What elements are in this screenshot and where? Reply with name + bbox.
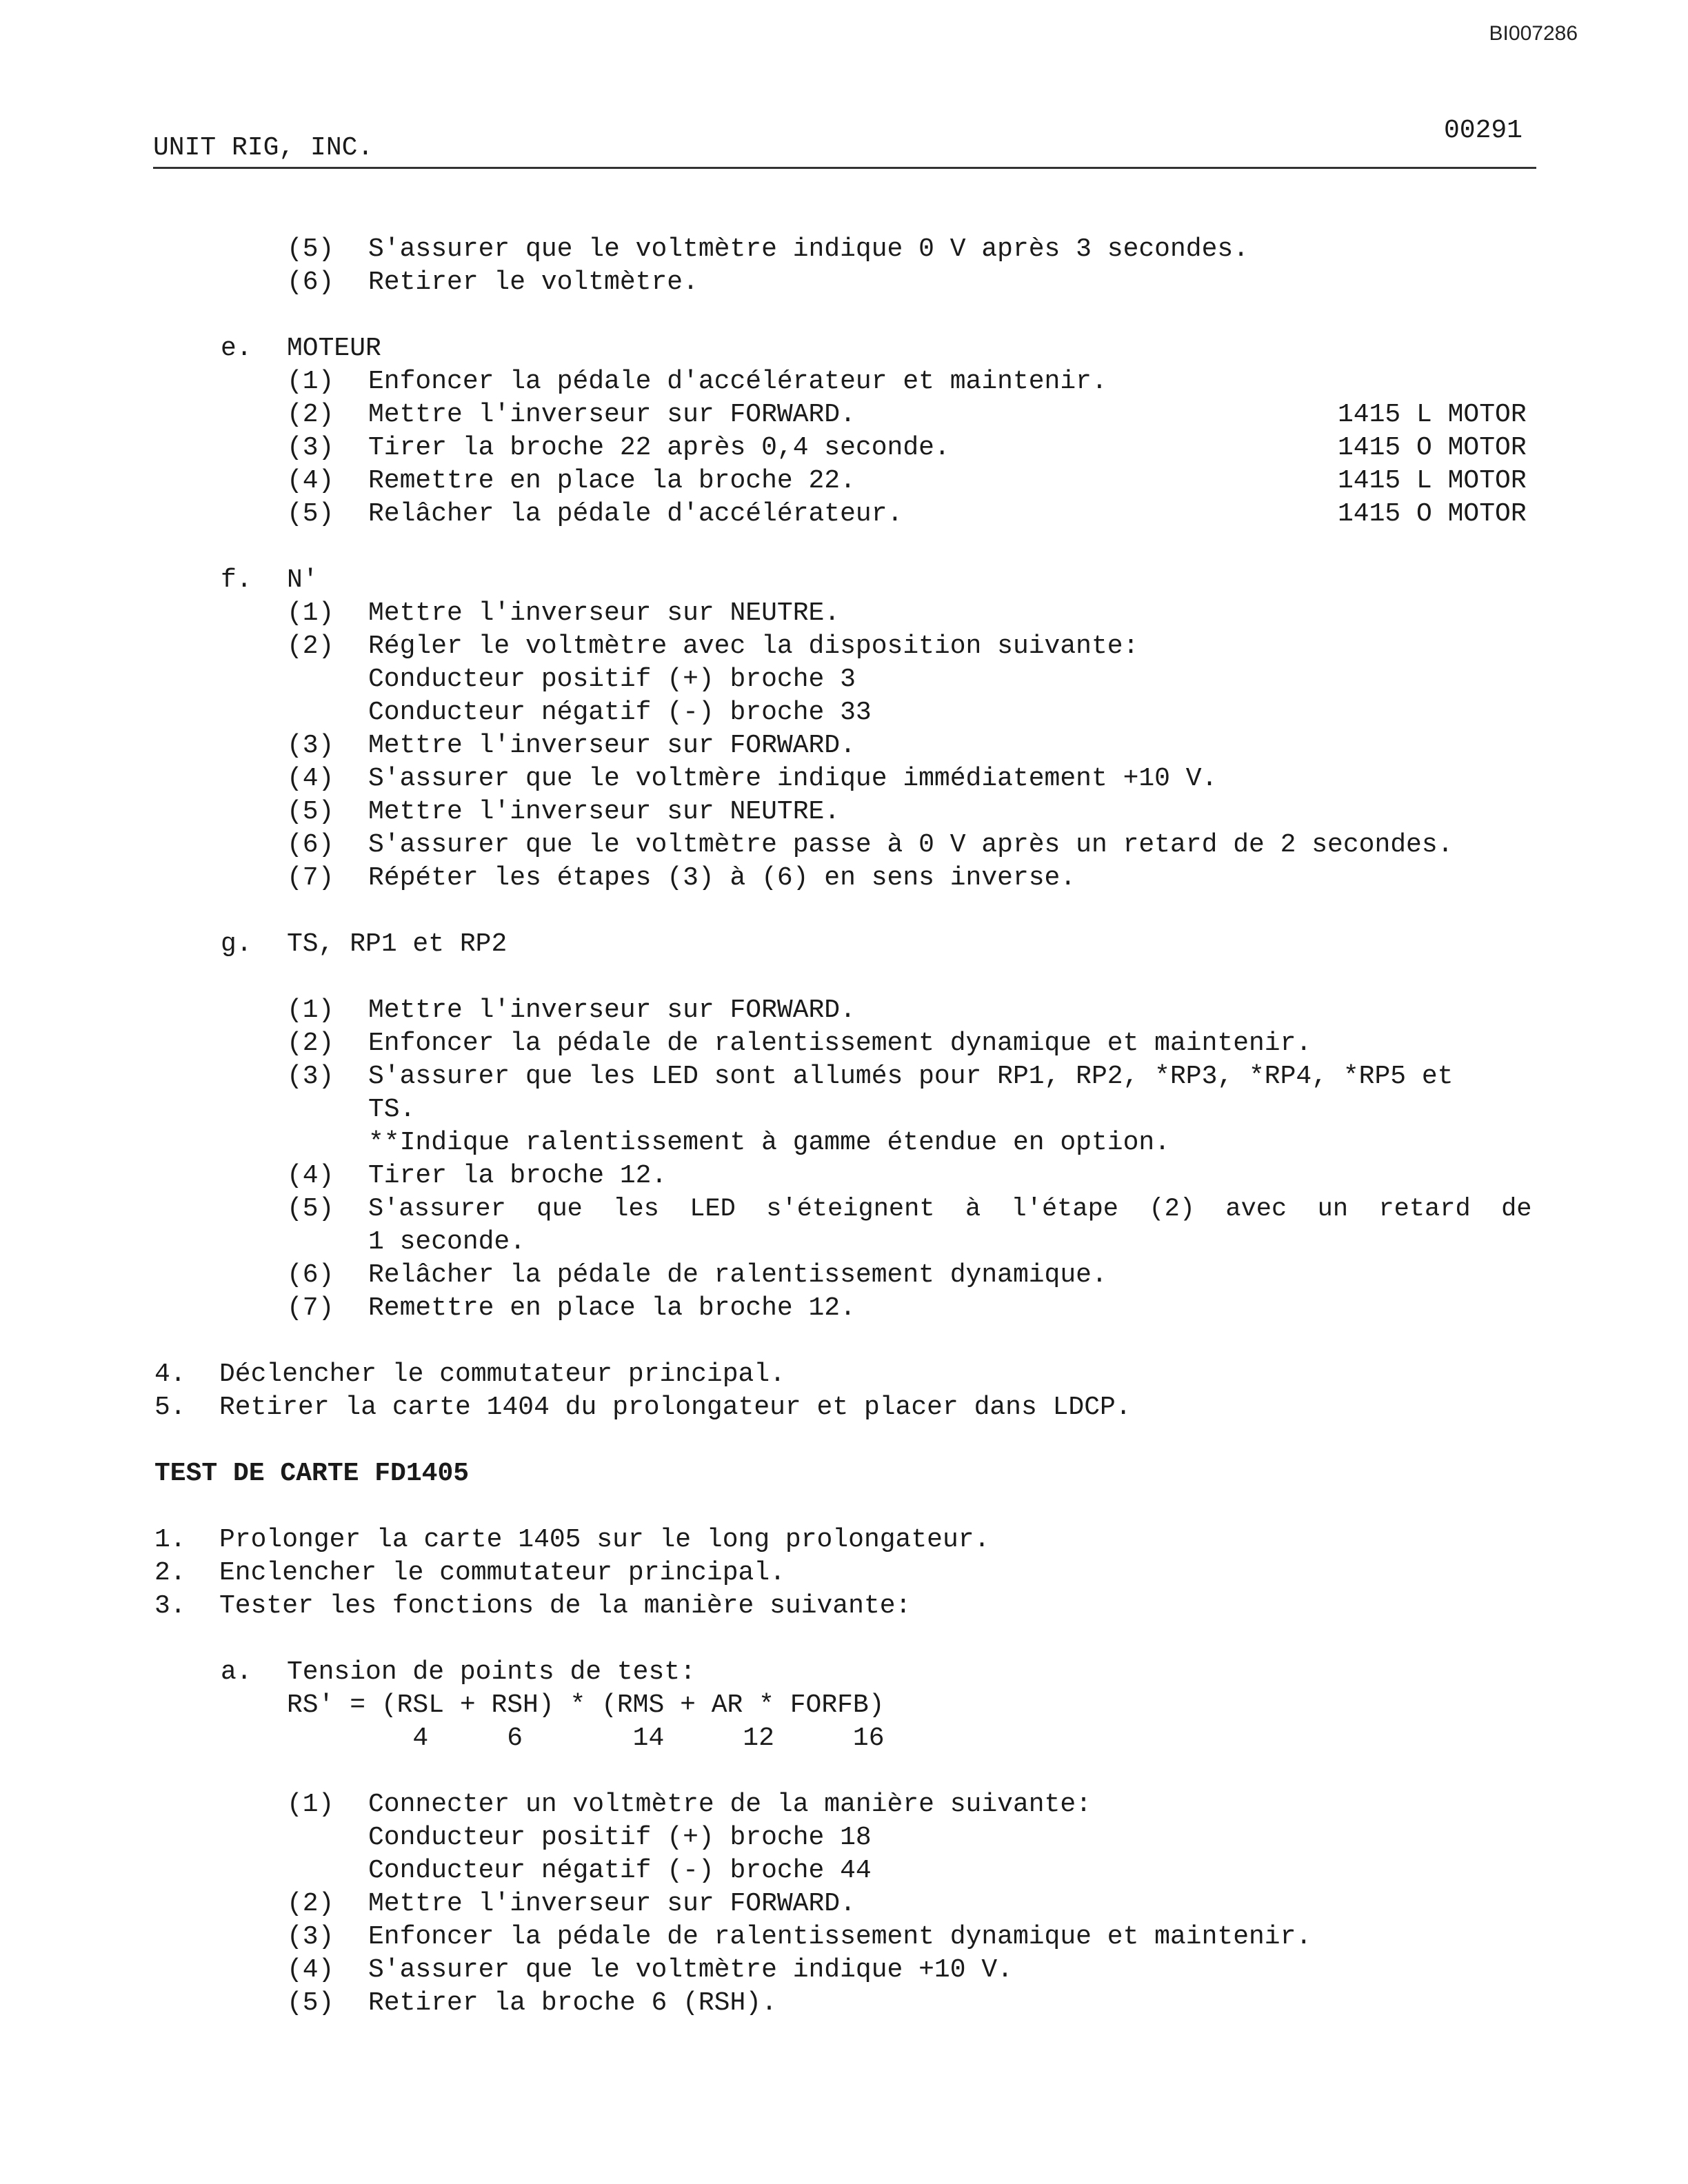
list-marker: (4) [287,764,334,793]
section-heading: TEST DE CARTE FD1405 [154,1459,470,1488]
list-item-text: Conducteur négatif (-) broche 44 [368,1856,872,1885]
list-item-text: S'assurer que le voltmère indique immédiatement +10 V. [368,764,1218,793]
signal-reference: 1415 O MOTOR [1338,433,1527,463]
list-item-text: Enfoncer la pédale de ralentissement dynamique et maintenir. [368,1029,1312,1058]
step-text: Retirer la carte 1404 du prolongateur et placer dans LDCP. [219,1393,1132,1422]
formula: RS' = (RSL + RSH) * (RMS + AR * FORFB) [287,1690,885,1720]
list-marker: (4) [287,1955,334,1985]
list-marker: (1) [287,367,334,396]
list-marker: (3) [287,1922,334,1952]
list-item-text: Enfoncer la pédale de ralentissement dynamique et maintenir. [368,1922,1312,1952]
list-item-text: Conducteur positif (+) broche 18 [368,1823,872,1852]
list-item-text: TS. [368,1095,416,1124]
list-item-text: Retirer le voltmètre. [368,267,699,297]
list-item-text: Conducteur positif (+) broche 3 [368,665,856,694]
list-item-text: Remettre en place la broche 12. [368,1293,856,1323]
list-marker: (7) [287,1293,334,1323]
list-item-text: Relâcher la pédale d'accélérateur. [368,499,903,529]
list-item-text: S'assurer que le voltmètre indique 0 V après 3 secondes. [368,234,1249,264]
list-marker: (3) [287,1062,334,1091]
step-marker: 1. [154,1525,186,1555]
section-marker: e. [221,334,252,363]
page-header [153,110,1536,169]
list-item-text: Mettre l'inverseur sur NEUTRE. [368,797,841,827]
step-marker: 2. [154,1558,186,1588]
list-marker: (4) [287,466,334,496]
list-marker: (1) [287,1790,334,1819]
list-item-text: Mettre l'inverseur sur FORWARD. [368,995,856,1025]
list-marker: (4) [287,1161,334,1191]
list-item-text: Tirer la broche 12. [368,1161,667,1191]
signal-reference: 1415 L MOTOR [1338,466,1527,496]
section-title: MOTEUR [287,334,381,363]
list-marker: (7) [287,863,334,893]
step-text: Enclencher le commutateur principal. [219,1558,785,1588]
list-item-text: S'assurer que le voltmètre passe à 0 V après un retard de 2 secondes. [368,830,1454,860]
list-item-text: Retirer la broche 6 (RSH). [368,1988,777,2018]
list-marker: (1) [287,995,334,1025]
step-text: Prolonger la carte 1405 sur le long prolongateur. [219,1525,990,1555]
list-item-text: Enfoncer la pédale d'accélérateur et maintenir. [368,367,1107,396]
list-marker: (6) [287,830,334,860]
list-item-text: Tirer la broche 22 après 0,4 seconde. [368,433,950,463]
section-title: TS, RP1 et RP2 [287,929,508,959]
footnote-text: **Indique ralentissement à gamme étendue en option. [368,1128,1170,1157]
list-item-text: Mettre l'inverseur sur NEUTRE. [368,598,841,628]
list-item-text: Mettre l'inverseur sur FORWARD. [368,1889,856,1919]
step-marker: 3. [154,1591,186,1621]
page-number: 00291 [1443,116,1523,145]
list-marker: (1) [287,598,334,628]
list-item-text: S'assurer que le voltmètre indique +10 V. [368,1955,1013,1985]
list-marker: (6) [287,267,334,297]
list-marker: (5) [287,499,334,529]
list-marker: (2) [287,1889,334,1919]
formula-pin-numbers: 4 6 14 12 16 [287,1723,885,1753]
list-marker: (5) [287,797,334,827]
list-item-text: S'assurer que les LED sont allumés pour RP1, RP2, *RP3, *RP4, *RP5 et [368,1062,1454,1091]
section-marker: a. [221,1657,252,1687]
list-marker: (5) [287,234,334,264]
step-text: Tester les fonctions de la manière suivante: [219,1591,912,1621]
step-marker: 5. [154,1393,186,1422]
list-marker: (2) [287,631,334,661]
list-marker: (6) [287,1260,334,1290]
list-item-text: S'assurer que les LED s'éteignent à l'étape (2) avec un retard de [368,1195,1532,1224]
list-marker: (5) [287,1194,334,1224]
list-marker: (2) [287,1029,334,1058]
section-title: Tension de points de test: [287,1657,696,1687]
company-name: UNIT RIG, INC. [153,133,374,163]
list-marker: (3) [287,433,334,463]
step-marker: 4. [154,1359,186,1389]
signal-reference: 1415 L MOTOR [1338,400,1527,429]
section-marker: f. [221,565,252,595]
section-marker: g. [221,929,252,959]
list-item-text: Conducteur négatif (-) broche 33 [368,698,872,727]
list-marker: (3) [287,731,334,760]
list-item-text: Mettre l'inverseur sur FORWARD. [368,731,856,760]
list-item-text: Régler le voltmètre avec la disposition suivante: [368,631,1139,661]
document-id: BI007286 [1489,22,1578,45]
list-item-text: Répéter les étapes (3) à (6) en sens inverse. [368,863,1076,893]
signal-reference: 1415 O MOTOR [1338,499,1527,529]
section-title: N' [287,565,319,595]
list-item-text: 1 seconde. [368,1227,526,1257]
step-text: Déclencher le commutateur principal. [219,1359,785,1389]
list-item-text: Relâcher la pédale de ralentissement dynamique. [368,1260,1107,1290]
list-item-text: Remettre en place la broche 22. [368,466,856,496]
list-item-text: Mettre l'inverseur sur FORWARD. [368,400,856,429]
list-marker: (2) [287,400,334,429]
list-marker: (5) [287,1988,334,2018]
list-item-text: Connecter un voltmètre de la manière suivante: [368,1790,1092,1819]
